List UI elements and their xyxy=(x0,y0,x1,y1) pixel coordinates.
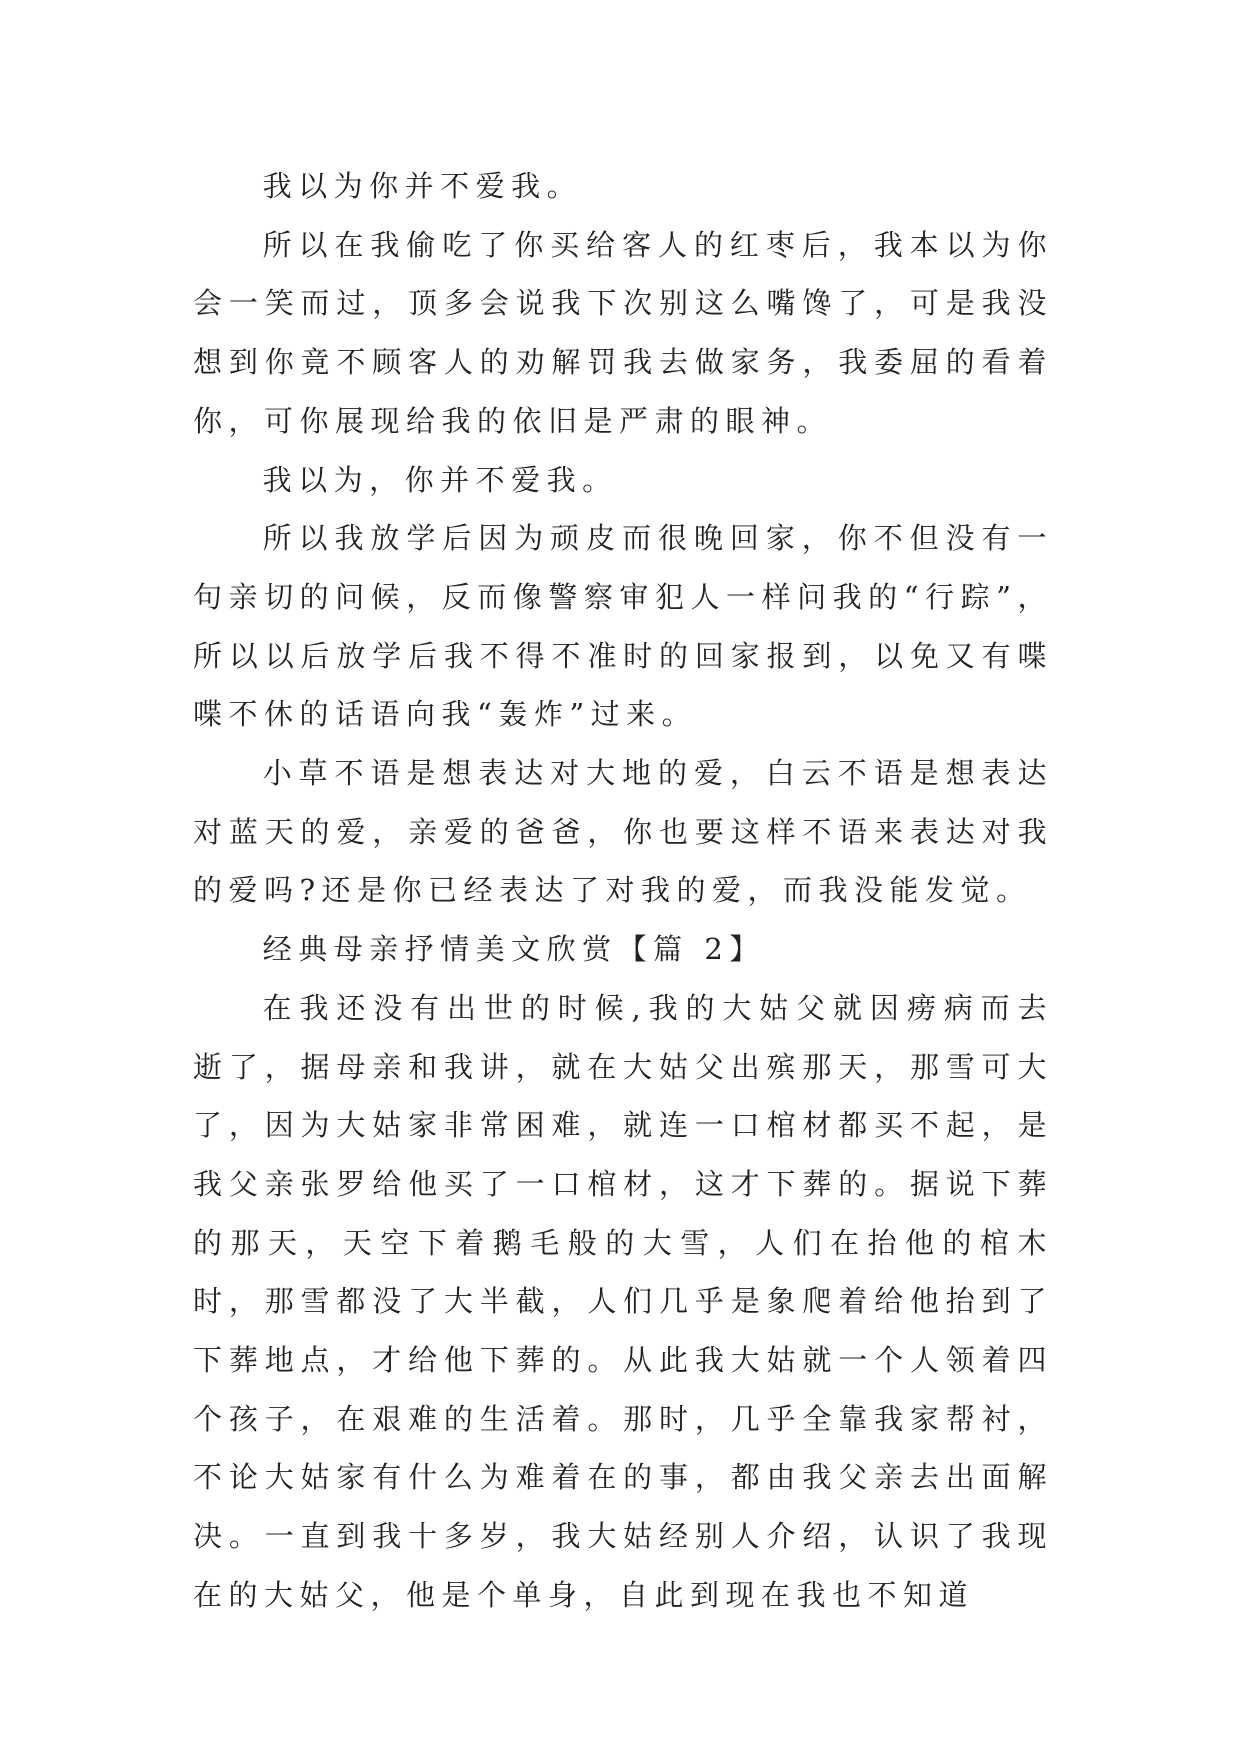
paragraph: 所以我放学后因为顽皮而很晚回家，你不但没有一句亲切的问候，反而像警察审犯人一样问我的“行踪”，所以以后放学后我不得不准时的回家报到，以免又有喋喋不休的话语向我“轰炸”过来。 xyxy=(193,521,1053,732)
document-body xyxy=(193,157,1053,1625)
paragraph: 小草不语是想表达对大地的爱，白云不语是想表达对蓝天的爱，亲爱的爸爸，你也要这样不语来表达对我的爱吗?还是你已经表达了对我的爱，而我没能发觉。 xyxy=(193,756,1053,908)
section-heading: 经典母亲抒情美文欣赏【篇 2】 xyxy=(262,932,765,967)
paragraph: 在我还没有出世的时候,我的大姑父就因痨病而去逝了，据母亲和我讲，就在大姑父出殡那天，那雪可大了，因为大姑家非常困难，就连一口棺材都买不起，是我父亲张罗给他买了一口棺材，这才下葬的。据说下葬的那天，天空下着鹅毛般的大雪，人们在抬他的棺木时，那雪都没了大半截，人们几乎是象爬着给他抬到了下葬地点，才给他下葬的。从此我大姑就一个人领着四个孩子，在艰难的生活着。那时，几乎全靠我家帮衬，不论大姑家有什么为难着在的事，都由我父亲去出面解决。一直到我十多岁，我大姑经别人介绍，认识了我现在的大姑父，他是个单身，自此到现在我也不知道 xyxy=(193,990,1053,1612)
paragraph: 所以在我偷吃了你买给客人的红枣后，我本以为你会一笑而过，顶多会说我下次别这么嘴馋了，可是我没想到你竟不顾客人的劝解罚我去做家务，我委屈的看着你，可你展现给我的依旧是严肃的眼神。 xyxy=(193,227,1053,438)
paragraph: 我以为，你并不爱我。 xyxy=(262,462,618,497)
paragraph: 我以为你并不爱我。 xyxy=(262,169,583,203)
